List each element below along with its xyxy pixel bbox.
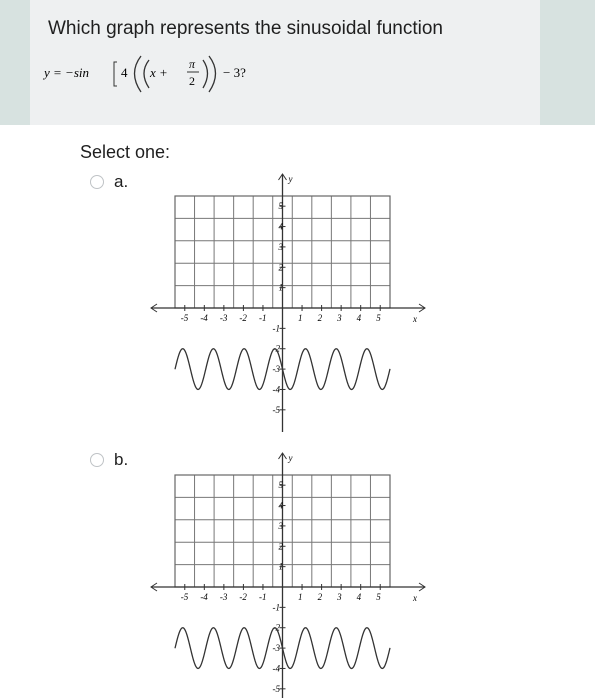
x-tick-label: -5 [180,313,189,323]
formula-two: 2 [189,74,195,88]
formula-shift: − 3? [223,65,246,80]
option-a-label[interactable]: a. [114,172,129,191]
paren-left-inner [144,60,149,88]
x-tick-label: 2 [317,313,323,323]
y-tick-label: -5 [272,404,280,415]
x-tick-label: -3 [219,313,228,323]
y-tick-label: -5 [272,683,280,694]
x-tick-label: 2 [317,592,323,602]
x-tick-label: 4 [356,592,362,602]
y-tick-label: 5 [278,480,283,491]
option-b-radio[interactable] [90,453,104,467]
x-tick-label: -4 [200,592,208,602]
formula-pi: π [189,57,196,71]
paren-right-inner [203,60,208,88]
x-tick-label: -5 [180,592,189,602]
x-tick-label: 3 [337,592,342,602]
y-tick-label: -1 [272,602,280,613]
y-tick-label: 4 [278,221,283,232]
y-tick-label: -3 [272,364,280,375]
y-tick-label: 2 [278,262,283,273]
formula-coef: 4 [121,65,128,80]
x-tick-label: -3 [219,592,228,602]
y-tick-label: 4 [278,500,283,511]
paren-left-outer [135,56,142,92]
graph-b[interactable] [145,447,435,700]
x-axis-label: x [413,314,417,324]
question-card [30,0,540,125]
y-tick-label: -1 [272,323,280,334]
select-one-label: Select one: [80,142,171,162]
x-tick-label: 5 [376,313,381,323]
question-text: Which graph represents the sinusoidal function [48,18,444,39]
graph-a[interactable] [145,168,435,453]
y-tick-label: 1 [278,282,283,293]
x-tick-label: 1 [298,313,303,323]
x-tick-label: 1 [298,592,303,602]
y-tick-label: 3 [278,241,283,252]
paren-right-outer [209,56,216,92]
y-tick-label: 5 [278,201,283,212]
y-axis-label: y [288,174,293,184]
y-tick-label: -3 [272,643,280,654]
option-b-label[interactable]: b. [114,450,129,469]
x-tick-label: 5 [376,592,381,602]
x-tick-label: 4 [356,313,362,323]
y-tick-label: -4 [272,663,280,674]
formula [42,48,246,98]
x-axis-label: x [413,593,417,603]
y-tick-label: -4 [272,384,280,395]
y-tick-label: -2 [272,622,280,633]
y-tick-label: 1 [278,561,283,572]
formula-x: x + [150,65,168,80]
x-tick-label: -2 [239,592,247,602]
x-tick-label: -1 [258,313,267,323]
y-tick-label: -2 [272,343,280,354]
y-axis-label: y [288,453,293,463]
y-tick-label: 2 [278,541,283,552]
y-tick-label: 3 [278,520,283,531]
option-a-radio[interactable] [90,175,104,189]
abs-bar [114,62,117,86]
x-tick-label: 3 [337,313,342,323]
x-tick-label: -4 [200,313,208,323]
x-tick-label: -2 [239,313,247,323]
formula-lhs: y = −sin [44,65,89,80]
x-tick-label: -1 [258,592,267,602]
